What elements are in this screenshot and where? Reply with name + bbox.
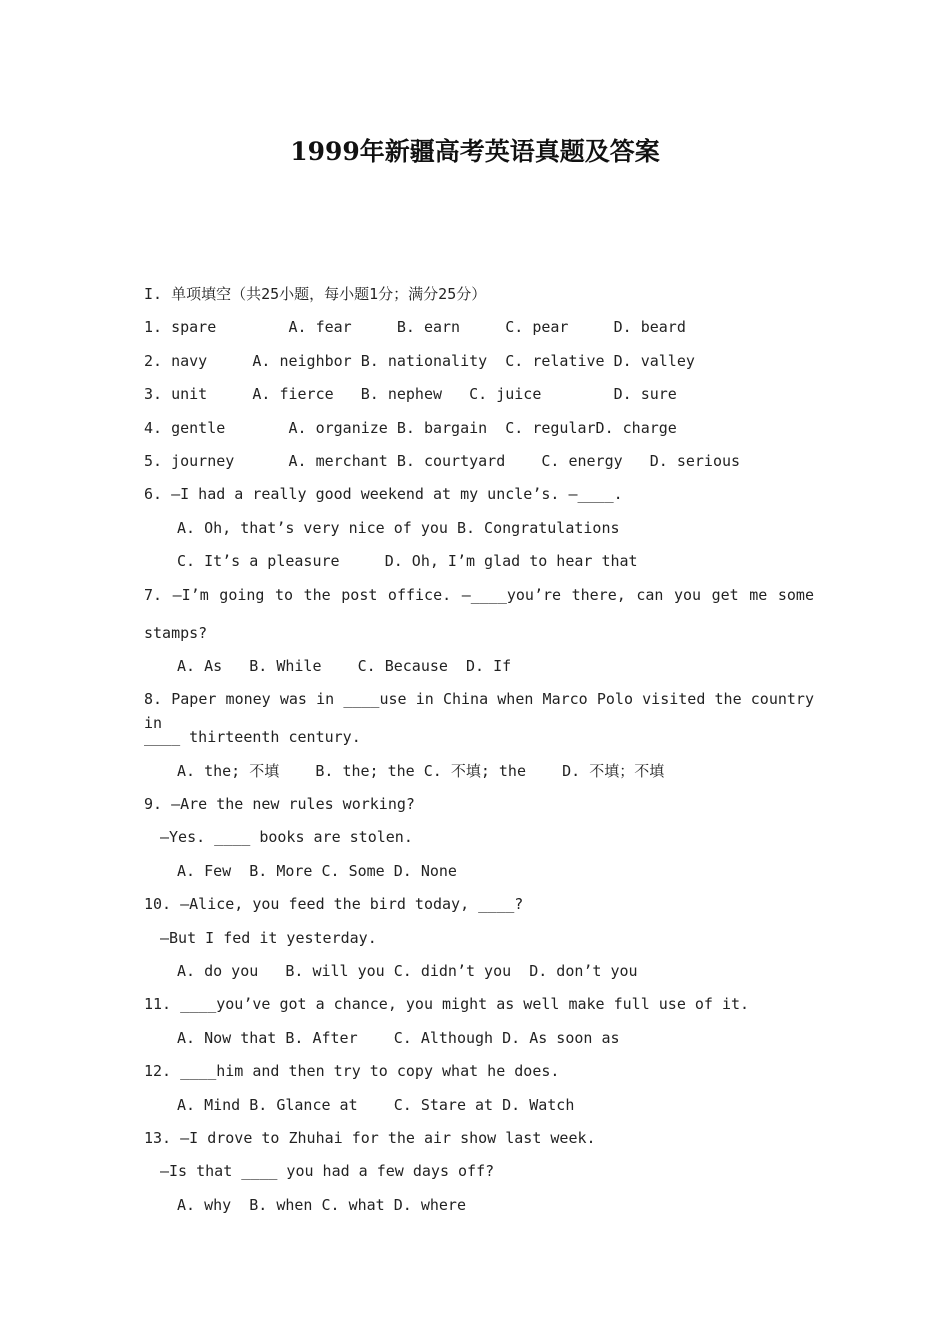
question-10-options: A. do you B. will you C. didn’t you D. don’t you xyxy=(177,962,638,981)
question-6: 6. —I had a really good weekend at my uncle’s. —____. xyxy=(144,485,623,504)
question-5: 5. journey A. merchant B. courtyard C. energy D. serious xyxy=(144,451,741,470)
question-4: 4. gentle A. organize B. bargain C. regularD. charge xyxy=(144,418,677,437)
question-8-cont: ____ thirteenth century. xyxy=(144,728,361,747)
question-9-options: A. Few B. More C. Some D. None xyxy=(177,861,457,880)
question-10-reply: —But I fed it yesterday. xyxy=(160,928,377,947)
question-10: 10. —Alice, you feed the bird today, ____? xyxy=(144,895,524,914)
page-title: 1999年新疆高考英语真题及答案 xyxy=(290,137,660,166)
question-2: 2. navy A. neighbor B. nationality C. relative D. valley xyxy=(144,351,695,370)
question-11-options: A. Now that B. After C. Although D. As soon as xyxy=(177,1028,620,1047)
question-7-options: A. As B. While C. Because D. If xyxy=(177,656,512,675)
question-11: 11. ____you’ve got a chance, you might as well make full use of it. xyxy=(144,995,750,1014)
question-13-options: A. why B. when C. what D. where xyxy=(177,1195,466,1214)
question-1: 1. spare A. fear B. earn C. pear D. beard xyxy=(144,318,686,337)
question-13-reply: —Is that ____ you had a few days off? xyxy=(160,1162,495,1181)
question-8-options: A. the; 不填 B. the; the C. 不填; the D. 不填；不填 xyxy=(177,761,665,780)
question-12-options: A. Mind B. Glance at C. Stare at D. Watch xyxy=(177,1095,575,1114)
question-7-cont: stamps? xyxy=(144,623,208,642)
question-7: 7. —I’m going to the post office. —____you’re there, can you get me some xyxy=(144,585,814,604)
question-13: 13. —I drove to Zhuhai for the air show last week. xyxy=(144,1128,596,1147)
question-3: 3. unit A. fierce B. nephew C. juice D. sure xyxy=(144,385,677,404)
question-6-options-2: C. It’s a pleasure D. Oh, I’m glad to hear that xyxy=(177,552,638,571)
question-list xyxy=(144,282,814,1226)
question-9: 9. —Are the new rules working? xyxy=(144,795,415,814)
section-heading: I. 单项填空（共25小题，每小题1分；满分25分） xyxy=(144,285,487,303)
question-8: 8. Paper money was in ____use in China when Marco Polo visited the country in xyxy=(144,690,814,733)
question-6-options-1: A. Oh, that’s very nice of you B. Congratulations xyxy=(177,518,620,537)
question-12: 12. ____him and then try to copy what he does. xyxy=(144,1062,560,1081)
question-9-reply: —Yes. ____ books are stolen. xyxy=(160,828,413,847)
